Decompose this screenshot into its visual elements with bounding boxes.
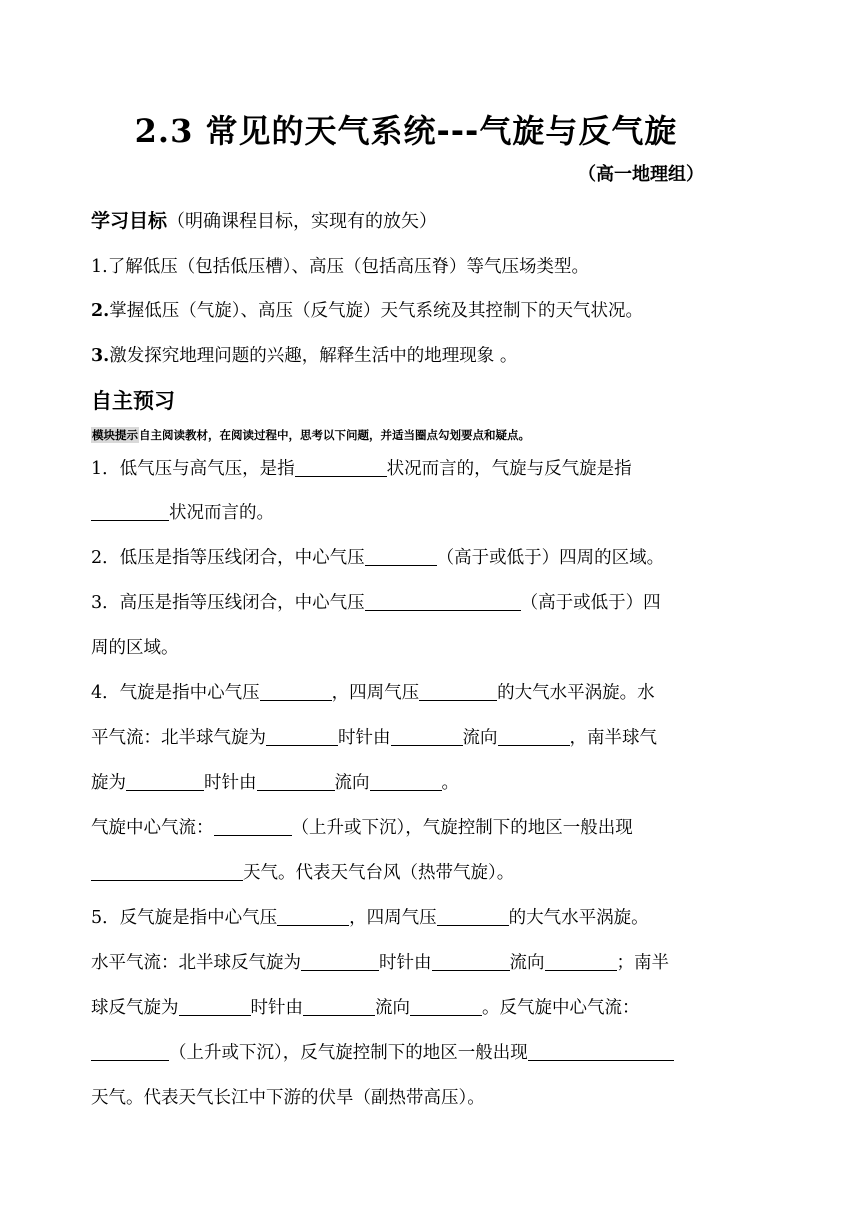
answer-blank[interactable] (365, 593, 521, 612)
question-text: 时针由 (379, 953, 432, 973)
answer-blank[interactable] (257, 773, 335, 792)
answer-blank[interactable] (301, 953, 379, 972)
answer-blank[interactable] (260, 683, 332, 702)
answer-blank[interactable] (266, 728, 338, 747)
question-text: 的大气水平涡旋。 (508, 908, 649, 928)
title-text: 常见的天气系统---气旋与反气旋 (205, 112, 678, 150)
answer-blank[interactable] (545, 953, 617, 972)
answer-blank[interactable] (179, 998, 251, 1017)
question-text: 5．反气旋是指中心气压 (91, 908, 278, 928)
answer-blank[interactable] (365, 548, 437, 567)
question-text: 4．气旋是指中心气压 (91, 683, 260, 703)
objective-number: 3. (91, 346, 110, 366)
question-text: ，四周气压 (331, 683, 420, 703)
question-text: 水平气流：北半球反气旋为 (91, 953, 301, 973)
objective-text: 掌握低压（气旋）、高压（反气旋）天气系统及其控制下的天气状况。 (109, 301, 644, 321)
question-4-line-5 (91, 859, 514, 884)
question-text: 2．低压是指等压线闭合，中心气压 (91, 548, 365, 568)
page-title (0, 106, 812, 152)
objective-number: 2. (91, 301, 110, 321)
question-text: 流向 (334, 773, 370, 793)
question-text: 3．高压是指等压线闭合，中心气压 (91, 593, 365, 613)
preview-heading: 自主预习 (91, 389, 175, 413)
question-5-line-4 (91, 1039, 674, 1064)
question-text: 球反气旋为 (91, 998, 179, 1018)
question-text: （高于或低于）四 (520, 593, 661, 613)
tip-badge: 模块提示 (92, 428, 138, 442)
question-text: ；南半 (616, 953, 669, 973)
objective-item-3 (91, 342, 517, 367)
question-text: （高于或低于）四周的区域。 (436, 548, 665, 568)
objectives-heading-text: 学习目标 (91, 210, 168, 232)
question-text: （上升或下沉），反气旋控制下的地区一般出现 (169, 1043, 528, 1063)
question-text: 状况而言的。 (169, 503, 274, 523)
question-text: 流向 (509, 953, 545, 973)
objective-item-2 (91, 297, 643, 322)
question-text: 的大气水平涡旋。水 (497, 683, 655, 703)
answer-blank[interactable] (498, 728, 570, 747)
question-1-line-2 (91, 499, 274, 524)
question-text: 气旋中心气流： (91, 818, 214, 838)
objective-text: 激发探究地理问题的兴趣，解释生活中的地理现象 。 (109, 346, 518, 366)
question-4-line-1 (91, 679, 655, 704)
answer-blank[interactable] (419, 683, 497, 702)
answer-blank[interactable] (126, 773, 204, 792)
question-5-line-5: 天气。代表天气长江中下游的伏旱（副热带高压）。 (91, 1088, 485, 1108)
answer-blank[interactable] (437, 908, 509, 927)
answer-blank[interactable] (303, 998, 375, 1017)
question-text: 流向 (375, 998, 410, 1018)
question-text: 1．低气压与高气压，是指 (91, 459, 295, 479)
tip-text: 自主阅读教材，在阅读过程中，思考以下问题，并适当圈点勾划要点和疑点。 (139, 428, 530, 442)
answer-blank[interactable] (91, 1043, 169, 1062)
question-1-line-1 (91, 455, 632, 480)
question-text: ，南半球气 (569, 728, 657, 748)
question-3-line-1 (91, 589, 661, 614)
question-text: ，四周气压 (349, 908, 437, 928)
question-text: 旋为 (91, 773, 126, 793)
answer-blank[interactable] (91, 503, 169, 522)
question-3-line-2: 周的区域。 (91, 638, 179, 658)
page-subtitle: （高一地理组） (578, 164, 704, 185)
answer-blank[interactable] (295, 459, 387, 478)
question-text: 时针由 (250, 998, 303, 1018)
objective-text: 了解低压（包括低压槽）、高压（包括高压脊）等气压场类型。 (107, 257, 589, 277)
question-text: 平气流：北半球气旋为 (91, 728, 266, 748)
objectives-note: （明确课程目标，实现有的放矢） (167, 211, 438, 232)
question-text: 天气。代表天气台风（热带气旋）。 (243, 863, 515, 883)
question-text: 流向 (462, 728, 498, 748)
objective-number: 1. (91, 257, 108, 277)
question-text: 时针由 (338, 728, 391, 748)
question-4-line-4 (91, 814, 633, 839)
title-number: 2.3 (134, 112, 194, 150)
answer-blank[interactable] (432, 953, 510, 972)
question-text: 。反气旋中心气流： (482, 998, 640, 1018)
answer-blank[interactable] (391, 728, 463, 747)
objective-item-1 (91, 253, 589, 278)
answer-blank[interactable] (214, 818, 292, 837)
question-text: 。 (441, 773, 459, 793)
question-2 (91, 544, 664, 569)
objectives-heading (91, 206, 437, 233)
question-5-line-3 (91, 994, 640, 1019)
answer-blank[interactable] (91, 863, 243, 882)
answer-blank[interactable] (410, 998, 482, 1017)
answer-blank[interactable] (277, 908, 349, 927)
question-text: 时针由 (204, 773, 257, 793)
question-4-line-2 (91, 724, 657, 749)
question-text: 状况而言的，气旋与反气旋是指 (386, 459, 632, 479)
question-5-line-2 (91, 949, 669, 974)
module-tip (91, 427, 530, 443)
question-5-line-1 (91, 904, 649, 929)
question-text: （上升或下沉），气旋控制下的地区一般出现 (291, 818, 633, 838)
question-4-line-3 (91, 769, 459, 794)
answer-blank[interactable] (370, 773, 442, 792)
answer-blank[interactable] (528, 1043, 674, 1062)
